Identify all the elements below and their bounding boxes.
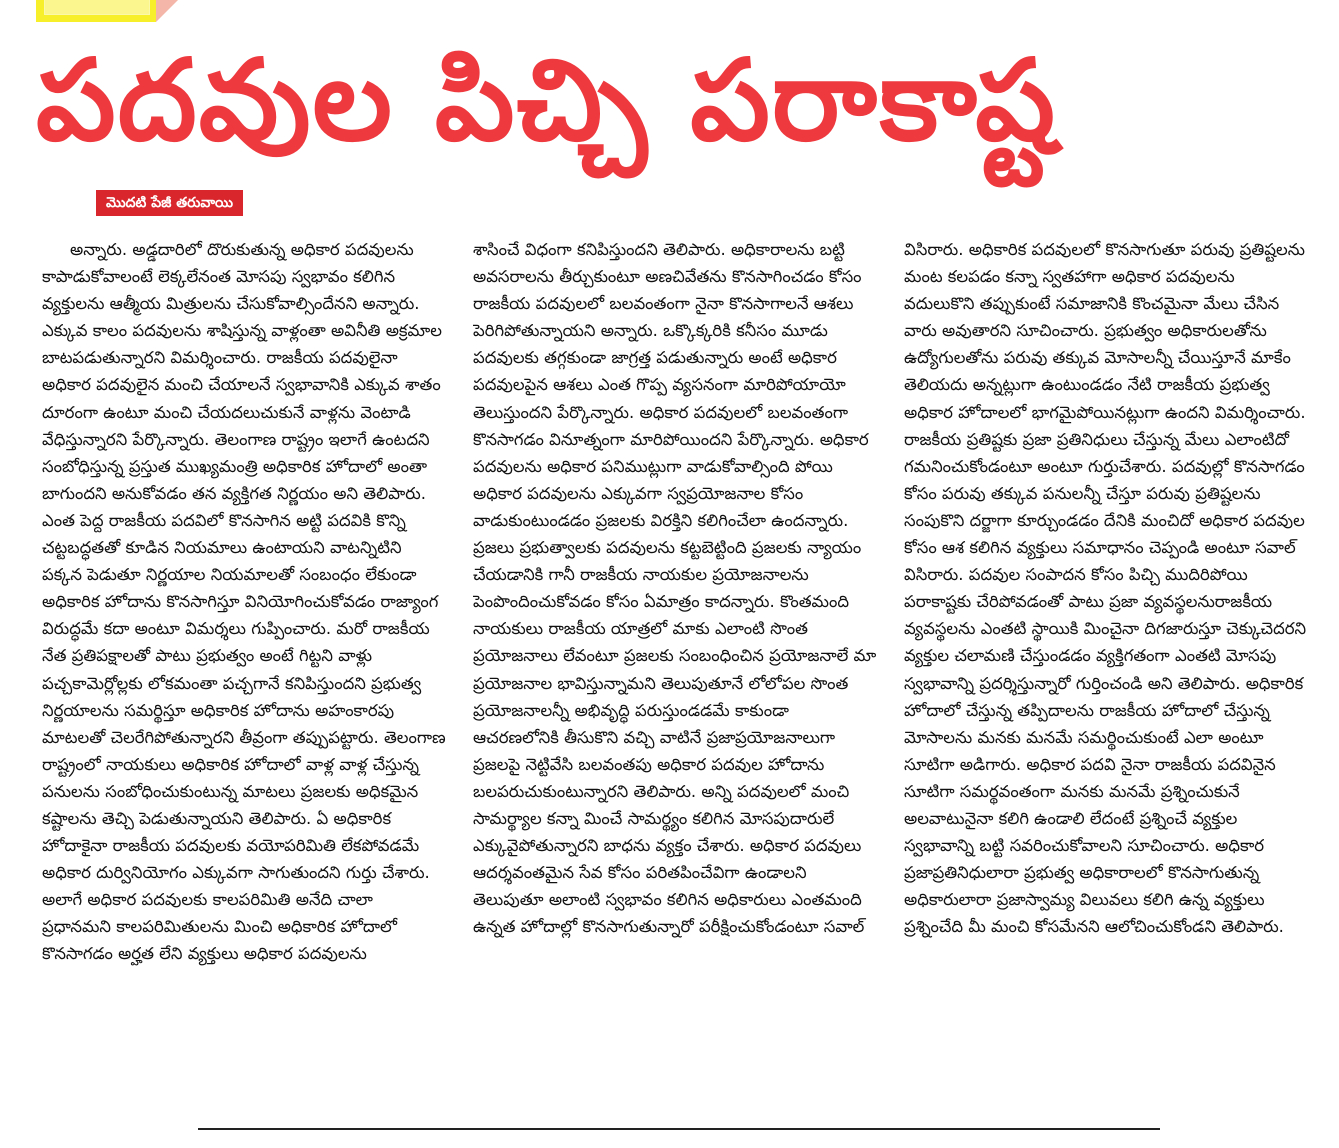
corner-wedge — [156, 0, 178, 22]
article-column-2 — [473, 236, 877, 1102]
headline: పదవుల పిచ్చి పరాకాష్ట — [36, 36, 1058, 166]
article-column-1 — [42, 236, 446, 1102]
article-text-col3: విసిరారు. అధికారిక పదవులలో కొనసాగుతూ పరువు ప్రతిష్టలను మంట కలపడం కన్నా స్వతహాగా అధికార పదవులను వదులుకొని తప్పుకుంటే సమాజానికి కొంచమైనా మేలు చేసిన వారు అవుతారని సూచించారు. ప్రభుత్వం అధికారులతోను ఉద్యోగులతోను పరువు తక్కువ మోసాలన్నీ చేయిస్తూనే మాకేం తెలియదు అన్నట్లుగా ఉంటుండడం నేటి రాజకీయ ప్రభుత్వ అధికార హోదాలలో భాగమైపోయినట్లుగా ఉందని విమర్శించారు. రాజకీయ ప్రతిష్టకు ప్రజా ప్రతినిధులు చేస్తున్న మేలు ఎలాంటిదో గమనించుకోండంటూ అంటూ గుర్తుచేశారు. పదవుల్లో కొనసాగడం కోసం పరువు తక్కువ పనులన్నీ చేస్తూ పరువు ప్రతిష్టలను సంపుకొని దర్జాగా కూర్చుండడం దేనికి మంచిదో అధికార పదవుల కోసం ఆశ కలిగిన వ్యక్తులు సమాధానం చెప్పండి అంటూ సవాల్ విసిరారు. పదవుల సంపాదన కోసం పిచ్చి ముదిరిపోయి పరాకాష్టకు చేరిపోవడంతో పాటు ప్రజా వ్యవస్థలనురాజకీయ వ్యవస్థలను ఎంతటి స్థాయికి మించైనా దిగజారుస్తూ చెక్కుచెదరని వ్యక్తుల చలామణి చేస్తుండడం వ్యక్తిగతంగా ఎంతటి మోసపు స్వభావాన్ని ప్రదర్శిస్తున్నారో గుర్తించండి అని తెలిపారు. అధికారిక హోదాలో చేస్తున్న తప్పిదాలను రాజకీయ హోదాలో చేస్తున్న మోసాలను మనకు మనమే సమర్థించుకుంటే ఎలా అంటూ సూటిగా అడిగారు. అధికార పదవి నైనా రాజకీయ పదవినైన సూటిగా సమర్థవంతంగా మనకు మనమే ప్రశ్నించుకునే అలవాటునైనా కలిగి ఉండాలి లేదంటే ప్రశ్నించే వ్యక్తుల స్వభావాన్ని బట్టి సవరించుకోవాలని సూచించారు. అధికార ప్రజాప్రతినిధులారా ప్రభుత్వ అధికారాలలో కొనసాగుతున్న అధికారులారా ప్రజాస్వామ్య విలువలు కలిగి ఉన్న వ్యక్తులు ప్రశ్నించేది మీ మంచి కోసమేనని ఆలోచించుకోండని తెలిపారు. — [904, 240, 1307, 937]
article-text-col2: శాసించే విధంగా కనిపిస్తుందని తెలిపారు. అధికారాలను బట్టి అవసరాలను తీర్చుకుంటూ అణచివేతను కొనసాగించడం కోసం రాజకీయ పదవులలో బలవంతంగా నైనా కొనసాగాలనే ఆశలు పెరిగిపోతున్నాయని అన్నారు. ఒక్కొక్కరికి కనీసం మూడు పదవులకు తగ్గకుండా జాగ్రత్త పడుతున్నారు అంటే అధికార పదవులపైన ఆశలు ఎంత గొప్ప వ్యసనంగా మారిపోయాయో తెలుస్తుందని పేర్కొన్నారు. అధికార పదవులలో బలవంతంగా కొనసాగడం వినూత్నంగా మారిపోయిందని పేర్కొన్నారు. అధికార పదవులను అధికార పనిముట్లుగా వాడుకోవాల్సింది పోయి అధికార పదవులను ఎక్కువగా స్వప్రయోజనాల కోసం వాడుకుంటుండడం ప్రజలకు విరక్తిని కలిగించేలా ఉందన్నారు. ప్రజలు ప్రభుత్వాలకు పదవులను కట్టబెట్టింది ప్రజలకు న్యాయం చేయడానికి గానీ రాజకీయ నాయకుల ప్రయోజనాలను పెంపొందించుకోవడం కోసం ఏమాత్రం కాదన్నారు. కొంతమంది నాయకులు రాజకీయ యాత్రలో మాకు ఎలాంటి సొంత ప్రయోజనాలు లేవంటూ ప్రజలకు సంబంధించిన ప్రయోజనాలే మా ప్రయోజనాల భావిస్తున్నామని తెలుపుతూనే లోలోపల సొంత ప్రయోజనాలన్నీ అభివృద్ధి పరుస్తుండడమే కాకుండా ఆచరణలోనికి తీసుకొని వచ్చి వాటినే ప్రజాప్రయోజనాలుగా ప్రజలపై నెట్టివేసి బలవంతపు అధికార పదవుల హోదాను బలపరుచుకుంటున్నారని తెలిపారు. అన్ని పదవులలో మంచి సామర్థ్యాల కన్నా మించే సామర్థ్యం కలిగిన మోసపుదారులే ఎక్కువైపోతున్నారని బాధను వ్యక్తం చేశారు. అధికార పదవులు ఆదర్శవంతమైన సేవ కోసం పరితపించేవిగా ఉండాలని తెలుపుతూ అలాంటి స్వభావం కలిగిన అధికారులు ఎంతమంది ఉన్నత హోదాల్లో కొనసాగుతున్నారో పరీక్షించుకోండంటూ సవాల్ — [473, 240, 877, 937]
corner-tab — [36, 0, 156, 22]
continuation-badge: మొదటి పేజీ తరువాయి — [96, 190, 243, 216]
article-column-3 — [904, 236, 1308, 1102]
article-columns — [42, 236, 1312, 1102]
article-text-col1: అన్నారు. అడ్డదారిలో దొరుకుతున్న అధికార పదవులను కాపాడుకోవాలంటే లెక్కలేనంత మోసపు స్వభావం కలిగిన వ్యక్తులను ఆత్మీయ మిత్రులను చేసుకోవాల్సిందేనని అన్నారు. ఎక్కువ కాలం పదవులను శాషిస్తున్న వాళ్లంతా అవినీతి అక్రమాల బాటపడుతున్నారని విమర్శించారు. రాజకీయ పదవులైనా అధికార పదవులైన మంచి చేయాలనే స్వభావానికి ఎక్కువ శాతం దూరంగా ఉంటూ మంచి చేయదలుచుకునే వాళ్లను వెంటాడి వేధిస్తున్నారని పేర్కొన్నారు. తెలంగాణ రాష్ట్రం ఇలాగే ఉంటదని సంబోధిస్తున్న ప్రస్తుత ముఖ్యమంత్రి అధికారిక హోదాలో అంతా బాగుందని అనుకోవడం తన వ్యక్తిగత నిర్ణయం అని తెలిపారు. ఎంత పెద్ద రాజకీయ పదవిలో కొనసాగిన అట్టి పదవికి కొన్ని చట్టబద్ధతతో కూడిన నియమాలు ఉంటాయని వాటన్నిటిని పక్కన పెడుతూ నిర్ణయాల నియమాలతో సంబంధం లేకుండా అధికారిక హోదాను కొనసాగిస్తూ వినియోగించుకోవడం రాజ్యాంగ విరుద్ధమే కదా అంటూ విమర్శలు గుప్పించారు. మరో రాజకీయ నేత ప్రతిపక్షాలతో పాటు ప్రభుత్వం అంటే గిట్టని వాళ్లు పచ్చకామెర్లోల్లకు లోకమంతా పచ్చగానే కనిపిస్తుందని ప్రభుత్వ నిర్ణయాలను సమర్థిస్తూ అధికారిక హోదాను అహంకారపు మాటలతో చెలరేగిపోతున్నారని తీవ్రంగా తప్పుపట్టారు. తెలంగాణ రాష్ట్రంలో నాయకులు అధికారిక హోదాలో వాళ్ల వాళ్ల చేస్తున్న పనులను సంబోధించుకుంటున్న మాటలు ప్రజలకు అధికమైన కష్టాలను తెచ్చి పెడుతున్నాయని తెలిపారు. ఏ అధికారిక హోదాకైనా రాజకీయ పదవులకు వయోపరిమితి లేకపోవడమే అధికార దుర్వినియోగం ఎక్కువగా సాగుతుందని గుర్తు చేశారు. అలాగే అధికార పదవులకు కాలపరిమితి అనేది చాలా ప్రధానమని కాలపరిమితులను మించి అధికారిక హోదాలో కొనసాగడం అర్హత లేని వ్యక్తులు అధికార పదవులను — [42, 240, 446, 964]
bottom-rule — [198, 1128, 1160, 1130]
